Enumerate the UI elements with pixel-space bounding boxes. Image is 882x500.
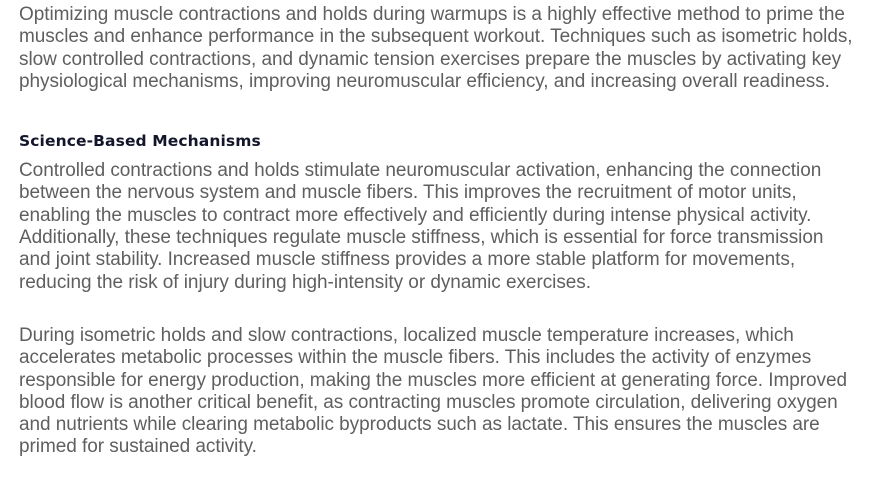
mechanisms-paragraph-1: Controlled contractions and holds stimulate neuromuscular activation, enhancing the connection between the nervous system and muscle fibers. This improves the recruitment of motor units, enabling the muscles to contract more effectively and efficiently during intense physical activity. Additionally, these techniques regulate muscle stiffness, which is essential for force transmission and joint stability. Increased muscle stiffness provides a more stable platform for movements, reducing the risk of injury during high-intensity or dynamic exercises. (19, 160, 824, 293)
article-content (19, 4, 854, 459)
intro-paragraph: Optimizing muscle contractions and holds during warmups is a highly effective method to prime the muscles and enhance performance in the subsequent workout. Techniques such as isometric holds, slow controlled contractions, and dynamic tension exercises prepare the muscles by activating key physiological mechanisms, improving neuromuscular efficiency, and increasing overall readiness. (19, 4, 853, 92)
section-heading: Science-Based Mechanisms (19, 132, 261, 151)
mechanisms-paragraph-2: During isometric holds and slow contractions, localized muscle temperature increases, which accelerates metabolic processes within the muscle fibers. This includes the activity of enzymes responsible for energy production, making the muscles more efficient at generating force. Improved blood flow is another critical benefit, as contracting muscles promote circulation, delivering oxygen and nutrients while clearing metabolic byproducts such as lactate. This ensures the muscles are primed for sustained activity. (19, 324, 848, 458)
